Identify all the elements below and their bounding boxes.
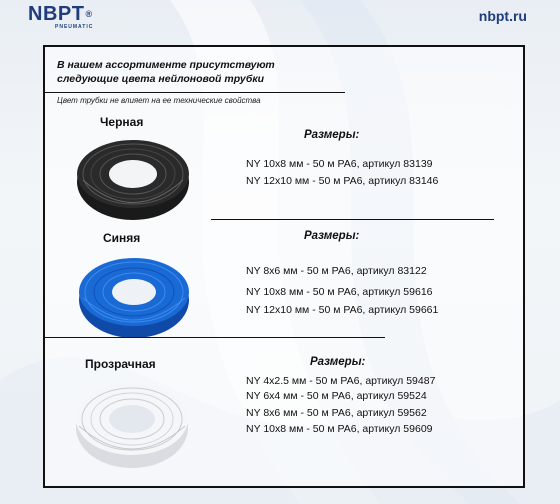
intro-text — [57, 58, 275, 86]
blue-tube-coil-image — [75, 250, 193, 342]
item-blue-3: NY 12x10 мм - 50 м PA6, артикул 59661 — [246, 304, 439, 316]
item-blue-1: NY 8x6 мм - 50 м PA6, артикул 83122 — [246, 265, 427, 277]
item-black-2: NY 12x10 мм - 50 м PA6, артикул 83146 — [246, 175, 439, 187]
intro-line-1: В нашем ассортименте присутствуют — [57, 59, 275, 71]
item-clear-2: NY 6x4 мм - 50 м PA6, артикул 59524 — [246, 390, 427, 402]
brand-name: NBPT — [28, 3, 85, 25]
intro-divider — [45, 92, 345, 93]
item-clear-3: NY 8x6 мм - 50 м PA6, артикул 59562 — [246, 407, 427, 419]
registered-mark: ® — [85, 9, 93, 19]
sizes-label-black: Размеры: — [304, 129, 360, 141]
info-card — [43, 45, 525, 488]
intro-line-2: следующие цвета нейлоновой трубки — [57, 73, 265, 85]
sizes-label-blue: Размеры: — [304, 230, 360, 242]
site-link[interactable]: nbpt.ru — [478, 8, 527, 24]
clear-tube-coil-image — [71, 372, 193, 472]
black-tube-coil-image — [73, 130, 193, 225]
section-title-blue: Синяя — [103, 231, 141, 245]
divider-2 — [45, 337, 385, 338]
brand-logo — [28, 3, 93, 30]
divider-1 — [211, 219, 494, 220]
section-title-black: Черная — [100, 115, 144, 129]
intro-note: Цвет трубки не влияет на ее технические свойства — [57, 96, 261, 105]
item-blue-2: NY 10x8 мм - 50 м PA6, артикул 59616 — [246, 286, 433, 298]
item-black-1: NY 10x8 мм - 50 м PA6, артикул 83139 — [246, 158, 433, 170]
section-title-clear: Прозрачная — [85, 357, 156, 371]
sizes-label-clear: Размеры: — [310, 356, 366, 368]
brand-subtitle: PNEUMATIC — [55, 24, 94, 30]
item-clear-4: NY 10x8 мм - 50 м PA6, артикул 59609 — [246, 423, 433, 435]
item-clear-1: NY 4x2.5 мм - 50 м PA6, артикул 59487 — [246, 375, 436, 387]
